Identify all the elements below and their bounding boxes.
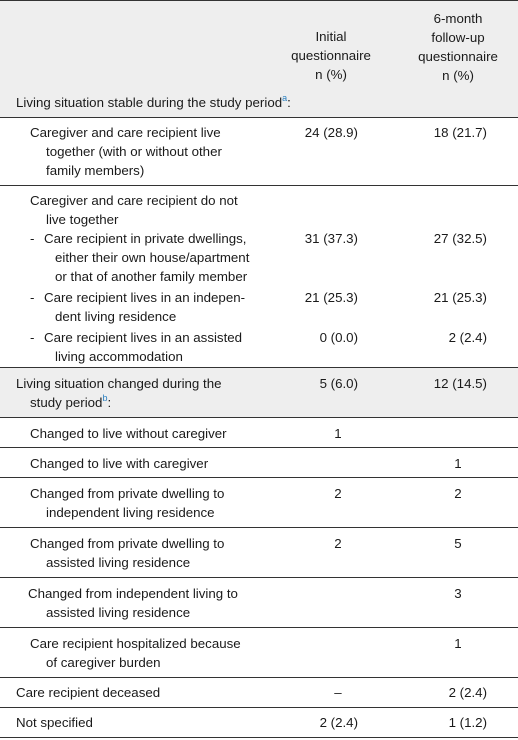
header-followup-line4: n (%) <box>442 68 474 83</box>
row-label-line: living accommodation <box>55 349 183 364</box>
value-initial: 21 (25.3) <box>304 290 358 305</box>
footnote-a: a <box>282 93 288 103</box>
header-followup-line2: follow-up <box>431 30 485 45</box>
value-initial: 0 (0.0) <box>319 330 358 345</box>
row-label-line: Care recipient in private dwellings, <box>44 231 247 246</box>
value-initial: – <box>334 685 342 700</box>
value-initial: 31 (37.3) <box>304 231 358 246</box>
value-followup: 1 (1.2) <box>448 715 487 730</box>
table-row-independent-to-assisted <box>0 578 518 628</box>
section-stable-label: Living situation stable during the study period$^a$: <box>16 93 291 110</box>
header-followup-line1: 6-month <box>433 11 483 26</box>
row-label-line: assisted living residence <box>46 605 191 620</box>
table-header <box>0 0 518 90</box>
header-initial-line1: Initial <box>315 29 347 44</box>
row-label-line: Living situation changed during the <box>16 376 222 391</box>
value-followup: 21 (25.3) <box>433 290 487 305</box>
row-label-line: together (with or without other <box>46 144 222 159</box>
row-label-line: Care recipient deceased <box>16 685 161 700</box>
row-label-line: assisted living residence <box>46 555 191 570</box>
row-label-line: Caregiver and care recipient do not <box>30 193 238 208</box>
table-row-private-to-assisted <box>0 528 518 578</box>
value-initial: 2 (2.4) <box>319 715 358 730</box>
value-followup: 1 <box>454 636 462 651</box>
header-followup-line3: questionnaire <box>418 49 498 64</box>
value-initial: 1 <box>334 426 342 441</box>
table-row-hospitalized <box>0 628 518 678</box>
table-row-not-together <box>0 186 518 368</box>
value-followup: 18 (21.7) <box>433 125 487 140</box>
row-label-line: live together <box>46 212 119 227</box>
dash-bullet: - <box>30 231 35 246</box>
dash-bullet: - <box>30 330 35 345</box>
row-label-line: or that of another family member <box>55 269 248 284</box>
header-initial-line3: n (%) <box>315 67 347 82</box>
value-followup: 2 <box>454 486 462 501</box>
value-followup: 1 <box>454 456 462 471</box>
value-initial: 2 <box>334 536 342 551</box>
header-followup <box>396 9 518 85</box>
dash-bullet: - <box>30 290 35 305</box>
table-row-deceased <box>0 678 518 708</box>
table-row-not-specified <box>0 708 518 738</box>
row-label-line: Changed to live without caregiver <box>30 426 227 441</box>
row-label-line: of caregiver burden <box>46 655 161 670</box>
row-label-line: family members) <box>46 163 145 178</box>
value-followup: 3 <box>454 586 462 601</box>
value-initial: 24 (28.9) <box>304 125 358 140</box>
row-label-line: Not specified <box>16 715 93 730</box>
value-followup: 2 (2.4) <box>448 685 487 700</box>
header-initial-line2: questionnaire <box>291 48 371 63</box>
table-row-with-caregiver <box>0 448 518 478</box>
table-row-without-caregiver <box>0 418 518 448</box>
header-initial <box>282 27 380 84</box>
row-label-line: dent living residence <box>55 309 177 324</box>
row-label-line: Care recipient hospitalized because <box>30 636 241 651</box>
row-label-line: independent living residence <box>46 505 215 520</box>
section-stable <box>0 88 518 118</box>
row-label-line: Changed from private dwelling to <box>30 486 225 501</box>
row-label-line: Care recipient lives in an assisted <box>44 330 243 345</box>
row-label-line: either their own house/apartment <box>55 250 250 265</box>
footnote-b: b <box>102 393 108 403</box>
value-followup: 2 (2.4) <box>448 330 487 345</box>
row-label-line: Caregiver and care recipient live <box>30 125 221 140</box>
row-label-line: Changed to live with caregiver <box>30 456 209 471</box>
value-initial: 5 (6.0) <box>319 376 358 391</box>
value-followup: 27 (32.5) <box>433 231 487 246</box>
value-followup: 12 (14.5) <box>433 376 487 391</box>
section-changed <box>0 368 518 418</box>
table-row-private-to-independent <box>0 478 518 528</box>
row-label-line: Changed from independent living to <box>28 586 238 601</box>
row-label-line: study period$^b$: <box>30 393 112 410</box>
value-followup: 5 <box>454 536 462 551</box>
row-label-line: Care recipient lives in an indepen- <box>44 290 246 305</box>
table-row-together <box>0 118 518 186</box>
row-label-line: Changed from private dwelling to <box>30 536 225 551</box>
value-initial: 2 <box>334 486 342 501</box>
